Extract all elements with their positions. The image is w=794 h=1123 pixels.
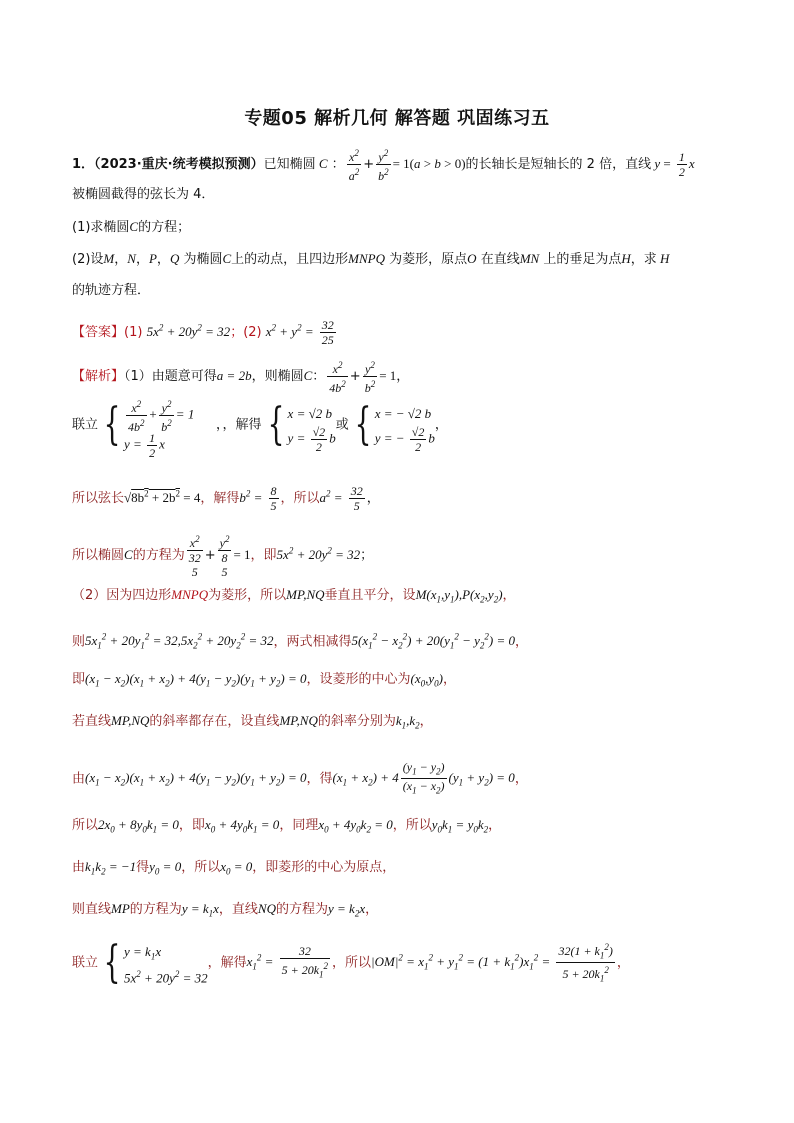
answer-label: 【答案】 xyxy=(72,325,125,340)
question-line-traj: 的轨迹方程． xyxy=(72,283,151,298)
analysis-line-chord: 所以弦长$√8b^2 + 2b^2 = 4$，解得$b^2$ = $\frac{8}{5}$ ，所以$a^2$ = $\frac{32}{5}$ ， xyxy=(72,484,380,513)
analysis-line-p8: 由$k_1k_2 = -1$得$y_0 = 0$，所以$x_0 = 0$，即菱形的中心为原点， xyxy=(72,859,396,877)
question-item-1: (1)求椭圆C的方程； xyxy=(72,219,191,235)
analysis-line-1: 【解析】（1）由题意可得a = 2b，则椭圆C： $\frac{x^2}{4b^2}$ + $\frac{y^2}{b^2}$ = 1， xyxy=(72,360,410,395)
analysis-line-p2: （2）因为四边形MNPQ为菱形，所以MP,NQ垂直且平分，设$M(x_1,y_1),P(x_2,y_2)$， xyxy=(72,587,516,605)
question-source: （2023·重庆·统考模拟预测） xyxy=(94,157,264,172)
analysis-label: 【解析】 xyxy=(72,369,125,384)
analysis-line-p6: 由$(x_1 - x_2)(x_1 + x_2) + 4(y_1 - y_2)(y_1 + y_2) = 0$，得$(x_1 + x_2) + 4$ $\frac{(y_1 - y_2)}{(x_1 - x_2)}$ $(y_1 + y_2) = 0$， xyxy=(72,760,528,796)
question-line-2: 被椭圆截得的弦长为 4． xyxy=(72,187,215,202)
analysis-line-p5: 若直线MP,NQ的斜率都存在，设直线MP,NQ的斜率分别为$k_1,k_2$， xyxy=(72,713,433,731)
page-title: 专题05 解析几何 解答题 巩固练习五 xyxy=(244,108,550,129)
answer-line: 【答案】(1) $5x^2 + 20y^2 = 32$；(2) $x^2 + y^2$ = $\frac{32}{25}$ xyxy=(72,318,334,347)
analysis-line-p7: 所以$2x_0 + 8y_0k_1 = 0$，即$x_0 + 4y_0k_1 = 0$，同理$x_0 + 4y_0k_2 = 0$，所以$y_0k_1 = y_0k_2$， xyxy=(72,817,502,835)
question-item-2: (2)设M，N，P，Q 为椭圆C上的动点，且四边形MNPQ 为菱形，原点O 在直线MN 上的垂足为点H，求 H xyxy=(72,251,670,267)
analysis-line-p3: 则$5x_1^2 + 20y_1^2 = 32,5x_2^2 + 20y_2^2 = 32$，两式相减得$5(x_1^2 - x_2^2) + 20(y_1^2 - y_2^2) = 0$， xyxy=(72,632,529,651)
question-number: 1． xyxy=(72,157,95,172)
analysis-line-p10: 联立 { $y = k_1x$ $5x^2 + 20y^2 = 32$ ，解得$x_1^2$ = $\frac{32}{5 + 20k_1^2}$ ，所以$|OM|^2 = x_1^2 + y_1^2 = (1 + k_1^2)x_1^2$ = $\frac{32(1 + k_1^2)}{5 + 20k_1^2}$ ， xyxy=(72,936,630,988)
analysis-line-p4: 即$(x_1 - x_2)(x_1 + x_2) + 4(y_1 - y_2)(y_1 + y_2) = 0$，设菱形的中心为$(x_0,y_0)$， xyxy=(72,671,457,689)
analysis-line-ellipse: 所以椭圆C的方程为 $x^2$ 32 5 + $y^2$ 8 5 = 1，即$5x^2 + 20y^2 = 32$； xyxy=(72,534,374,579)
question-line-1: 1．（2023·重庆·统考模拟预测）已知椭圆 C ： $\frac{x^2}{a^2}$ + $\frac{y^2}{b^2}$ = 1(a > b > 0)的长轴长是短轴长的 2 倍，直线 y = $\frac{1}{2}$ x xyxy=(72,148,695,183)
analysis-system-1: 联立 { $\frac{x^2}{4b^2}$ + $\frac{y^2}{b^2}$ = 1 y = $\frac{1}{2}$ x ，，解得 { x = √2 b y = $\frac{√2}{2}$ b 或 { x = − √2 b y = − $\frac{√2}{2}$ b ， xyxy=(72,399,448,460)
analysis-line-p9: 则直线MP的方程为$y = k_1x$，直线NQ的方程为$y = k_2x$， xyxy=(72,901,379,919)
